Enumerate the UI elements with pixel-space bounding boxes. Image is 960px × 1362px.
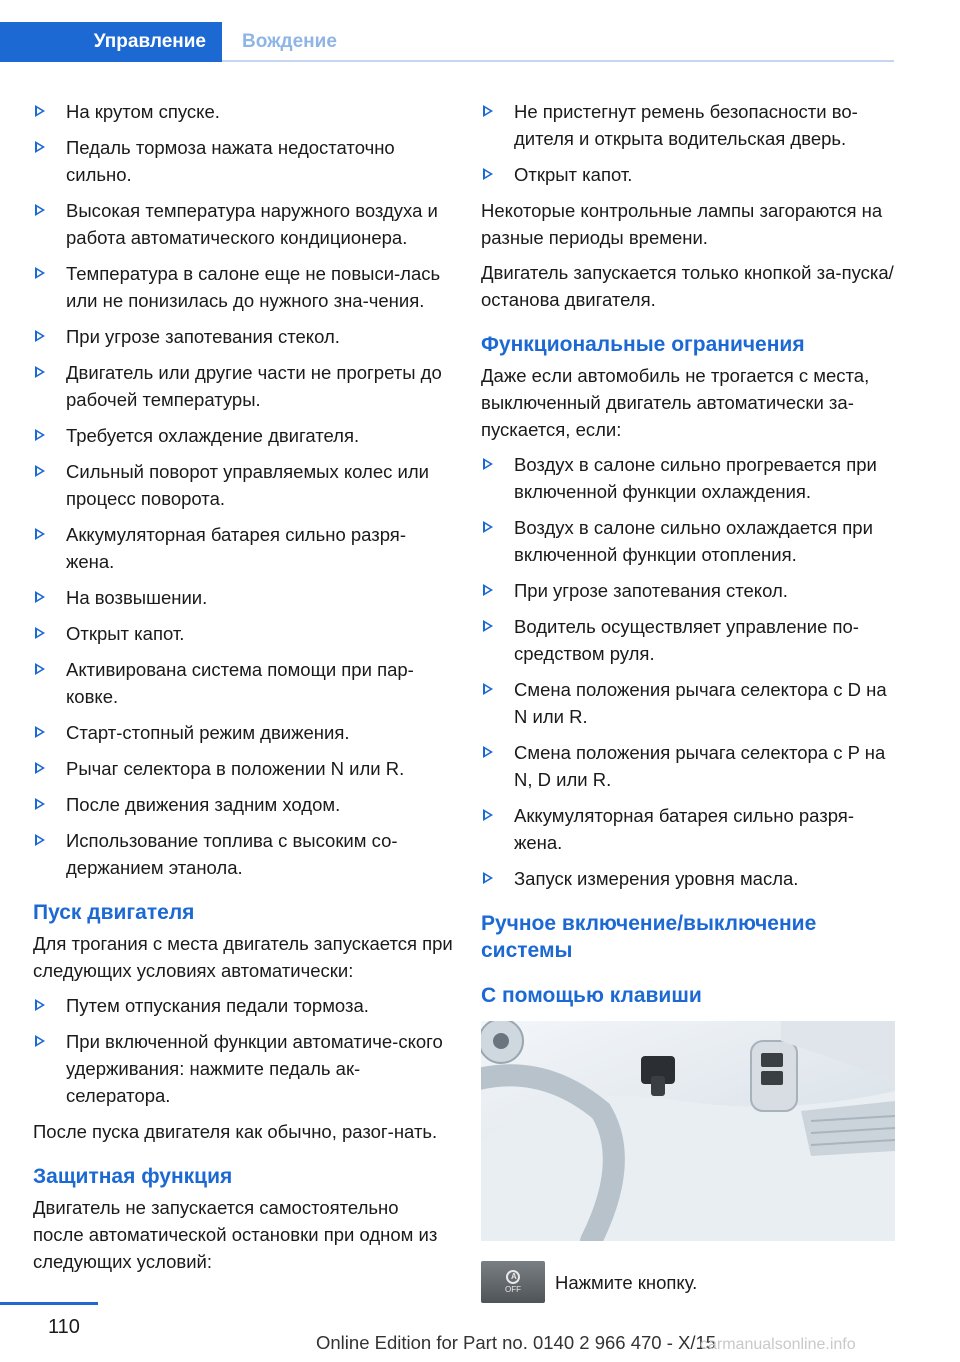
paragraph: Некоторые контрольные лампы загораются на разные периоды времени. — [481, 200, 883, 248]
list-item: Не пристегнут ремень безопасности во-дителя и открыта водительская дверь. — [481, 98, 899, 152]
triangle-bullet-icon — [35, 330, 45, 342]
list-item: Двигатель или другие части не прогреты до рабочей температуры. — [33, 359, 453, 413]
list-item: Запуск измерения уровня масла. — [481, 865, 899, 892]
triangle-bullet-icon — [35, 627, 45, 639]
triangle-bullet-icon — [35, 429, 45, 441]
list-item: Воздух в салоне сильно охлаждается при включенной функции отопления. — [481, 514, 899, 568]
triangle-bullet-icon — [483, 458, 493, 470]
list-item: Сильный поворот управляемых колес или процесс поворота. — [33, 458, 453, 512]
triangle-bullet-icon — [483, 105, 493, 117]
triangle-bullet-icon — [483, 683, 493, 695]
triangle-bullet-icon — [35, 204, 45, 216]
list-item: При угрозе запотевания стекол. — [33, 323, 453, 350]
triangle-bullet-icon — [35, 999, 45, 1011]
list-item: Высокая температура наружного воздуха и работа автоматического кондиционера. — [33, 197, 453, 251]
triangle-bullet-icon — [483, 584, 493, 596]
list-item: На крутом спуске. — [33, 98, 453, 125]
list-item: После движения задним ходом. — [33, 791, 453, 818]
left-column — [33, 98, 453, 1283]
triangle-bullet-icon — [483, 620, 493, 632]
list-item: При угрозе запотевания стекол. — [481, 577, 899, 604]
section-heading-engine-start: Пуск двигателя — [33, 901, 195, 924]
paragraph: Для трогания с места двигатель запускается при следующих условиях автоматически: — [33, 933, 453, 981]
triangle-bullet-icon — [35, 798, 45, 810]
key-icon-label: OFF — [505, 1284, 521, 1294]
tab-control[interactable]: Управление — [0, 22, 222, 62]
list-item: Путем отпускания педали тормоза. — [33, 992, 453, 1019]
list-item: Смена положения рычага селектора с D на N или R. — [481, 676, 899, 730]
triangle-bullet-icon — [483, 872, 493, 884]
triangle-bullet-icon — [35, 1035, 45, 1047]
paragraph: После пуска двигателя как обычно, разог-нать. — [33, 1121, 438, 1142]
section-heading-functional-limits: Функциональные ограничения — [481, 333, 805, 356]
list-item: Смена положения рычага селектора с P на N, D или R. — [481, 739, 899, 793]
list-item: Педаль тормоза нажата недостаточно сильно. — [33, 134, 453, 188]
section-heading-manual-toggle: Ручное включение/выключение системы — [481, 912, 817, 962]
section-heading-with-button: С помощью клавиши — [481, 984, 702, 1007]
paragraph: Даже если автомобиль не трогается с места, выключенный двигатель автоматически за-пускается, если: — [481, 365, 870, 440]
list-item: Открыт капот. — [33, 620, 453, 647]
list-item: Аккумуляторная батарея сильно разря-жена. — [33, 521, 453, 575]
triangle-bullet-icon — [35, 105, 45, 117]
footer-accent-line — [0, 1302, 98, 1305]
watermark: carmanualsonline.info — [700, 1336, 856, 1353]
key-caption: Нажмите кнопку. — [555, 1271, 698, 1293]
left-bullet-list-1 — [33, 98, 453, 881]
key-instruction — [481, 1261, 899, 1303]
list-item: Температура в салоне еще не повыси-лась или не понизилась до нужного зна-чения. — [33, 260, 453, 314]
dashboard-photo — [481, 1021, 895, 1241]
tab-driving[interactable]: Вождение — [242, 31, 337, 52]
triangle-bullet-icon — [483, 521, 493, 533]
list-item: Рычаг селектора в положении N или R. — [33, 755, 453, 782]
triangle-bullet-icon — [483, 168, 493, 180]
paragraph: Двигатель запускается только кнопкой за-пуска/останова двигателя. — [481, 262, 894, 310]
triangle-bullet-icon — [35, 726, 45, 738]
triangle-bullet-icon — [35, 591, 45, 603]
list-item: Старт-стопный режим движения. — [33, 719, 453, 746]
list-item: Воздух в салоне сильно прогревается при включенной функции охлаждения. — [481, 451, 899, 505]
triangle-bullet-icon — [35, 834, 45, 846]
triangle-bullet-icon — [35, 366, 45, 378]
list-item: Открыт капот. — [481, 161, 899, 188]
list-item: Использование топлива с высоким со-держанием этанола. — [33, 827, 453, 881]
triangle-bullet-icon — [483, 809, 493, 821]
list-item: Аккумуляторная батарея сильно разря-жена. — [481, 802, 899, 856]
auto-start-stop-off-button-icon: A OFF — [481, 1261, 545, 1303]
right-bullet-list-1 — [481, 98, 899, 188]
header-divider — [222, 60, 894, 62]
left-bullet-list-2 — [33, 992, 453, 1109]
cockpit-illustration — [481, 1021, 895, 1241]
triangle-bullet-icon — [35, 141, 45, 153]
page-number: 110 — [48, 1316, 80, 1338]
list-item: Активирована система помощи при пар-ковке. — [33, 656, 453, 710]
header-bar — [0, 0, 960, 62]
triangle-bullet-icon — [35, 663, 45, 675]
list-item: На возвышении. — [33, 584, 453, 611]
triangle-bullet-icon — [35, 267, 45, 279]
list-item: Требуется охлаждение двигателя. — [33, 422, 453, 449]
edition-info: Online Edition for Part no. 0140 2 966 470 - X/15 — [316, 1332, 717, 1353]
section-heading-protective-function: Защитная функция — [33, 1165, 233, 1188]
triangle-bullet-icon — [35, 528, 45, 540]
right-column — [481, 98, 899, 1303]
right-bullet-list-2 — [481, 451, 899, 892]
paragraph: Двигатель не запускается самостоятельно после автоматической остановки при одном из следующих условий: — [33, 1197, 438, 1272]
triangle-bullet-icon — [483, 746, 493, 758]
triangle-bullet-icon — [35, 762, 45, 774]
list-item: Водитель осуществляет управление по-средством руля. — [481, 613, 899, 667]
triangle-bullet-icon — [35, 465, 45, 477]
list-item: При включенной функции автоматиче-ского удерживания: нажмите педаль ак-селератора. — [33, 1028, 453, 1109]
